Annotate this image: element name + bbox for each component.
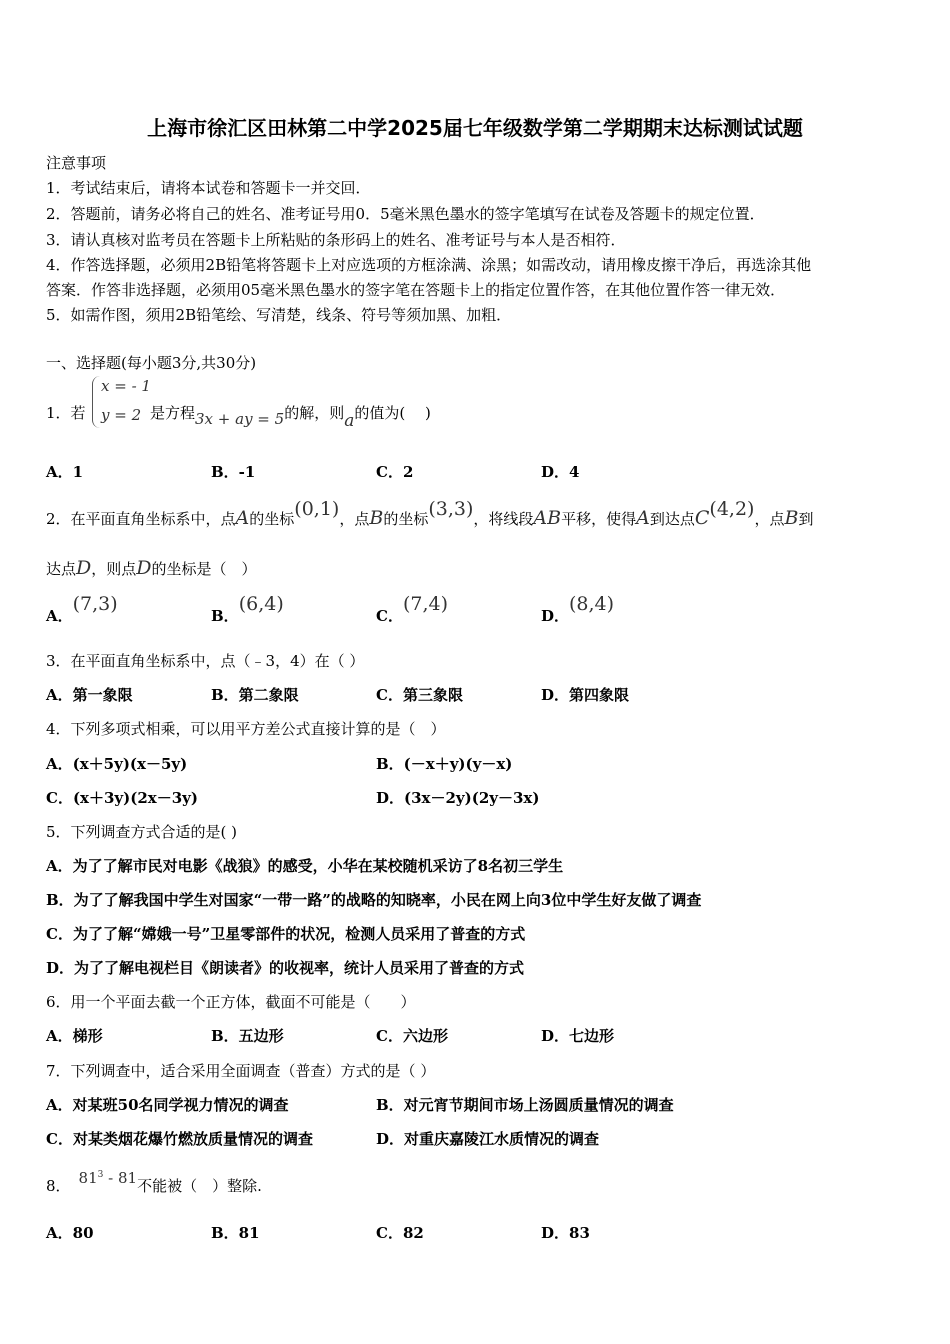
notice-item: 1．考试结束后，请将本试卷和答题卡一并交回． (46, 179, 371, 197)
option-b[interactable]: B．对元宵节期间市场上汤圆质量情况的调查 (376, 1096, 674, 1114)
q2-coord-c: (4,2) (709, 498, 755, 520)
question-7-text: 7．下列调查中，适合采用全面调查（普查）方式的是（ ） (46, 1062, 436, 1080)
option-label: B． (211, 607, 239, 625)
equation-system (92, 376, 149, 428)
q2-text: 到达点 (649, 510, 695, 528)
q2-text: ，点 (754, 510, 785, 528)
option-b[interactable]: B．第二象限 (211, 686, 299, 704)
notice-item: 3．请认真核对监考员在答题卡上所粘贴的条形码上的姓名、准考证号与本人是否相符． (46, 231, 626, 249)
q2-coord-a: (0,1) (294, 498, 340, 520)
notice-heading: 注意事项 (46, 154, 107, 172)
q2-text: ，将线段 (473, 510, 534, 528)
question-1-end: 的值为( ) (354, 404, 431, 422)
option-d[interactable] (541, 593, 615, 626)
section-heading: 一、选择题(每小题3分,共30分) (46, 354, 257, 372)
q2-point-b: B (369, 507, 384, 529)
equation-x: x = - 1 (101, 377, 151, 395)
option-a[interactable]: A．(x＋5y)(x－5y) (46, 755, 188, 773)
notice-item: 4．作答选择题，必须用2B铅笔将答题卡上对应选项的方框涂满、涂黑；如需改动，请用橡皮擦干净后，再选涂其他 (46, 256, 812, 274)
q2-text: 2．在平面直角坐标系中，点 (46, 510, 236, 528)
question-1-after: 的解，则 (284, 404, 345, 422)
question-1-equation: 3x + ay = 5 (195, 410, 285, 428)
option-value: (7,3) (72, 593, 118, 615)
option-a[interactable]: A．为了了解市民对电影《战狼》的感受，小华在某校随机采访了8名初三学生 (46, 857, 564, 875)
option-value: (6,4) (238, 593, 284, 615)
option-c[interactable]: C．82 (376, 1224, 424, 1242)
option-d[interactable]: D．83 (541, 1224, 590, 1242)
option-b[interactable]: B．(－x＋y)(y－x) (376, 755, 513, 773)
option-label: C． (376, 607, 403, 625)
option-b[interactable] (211, 593, 284, 626)
option-c[interactable] (376, 593, 448, 626)
option-d[interactable]: D．七边形 (541, 1027, 615, 1045)
question-8-expression (79, 1169, 138, 1187)
question-8-number: 8． (46, 1177, 71, 1195)
q2-text: 到 (798, 510, 814, 528)
expr-exponent: 3 (97, 1170, 104, 1180)
option-c[interactable]: C．对某类烟花爆竹燃放质量情况的调查 (46, 1130, 313, 1148)
option-c[interactable]: C．(x＋3y)(2x－3y) (46, 789, 198, 807)
option-a[interactable]: A．1 (46, 463, 84, 481)
option-b[interactable]: B．-1 (211, 463, 256, 481)
q2-segment-ab: AB (533, 507, 562, 529)
option-b[interactable]: B．81 (211, 1224, 260, 1242)
question-1-var: a (344, 411, 355, 431)
option-a[interactable]: A．对某班50名同学视力情况的调查 (46, 1096, 289, 1114)
option-value: (8,4) (569, 593, 615, 615)
q2-text: ，点 (339, 510, 370, 528)
expr-rest: - 81 (103, 1169, 138, 1187)
q2-text: ，则点 (91, 560, 137, 578)
q2-text: 的坐标 (249, 510, 295, 528)
option-value: (7,4) (402, 593, 448, 615)
q2-text: 的坐标 (383, 510, 429, 528)
page-title: 上海市徐汇区田林第二中学2025届七年级数学第二学期期末达标测试试题 (147, 116, 803, 140)
option-d[interactable]: D．4 (541, 463, 580, 481)
option-d[interactable]: D．第四象限 (541, 686, 630, 704)
option-d[interactable]: D．(3x－2y)(2y－3x) (376, 789, 540, 807)
q2-point-d: D (136, 557, 152, 579)
option-label: D． (541, 607, 570, 625)
notice-item: 2．答题前，请务必将自己的姓名、准考证号用0．5毫米黑色墨水的签字笔填写在试卷及答题卡的规定位置． (46, 205, 765, 223)
option-a[interactable]: A．第一象限 (46, 686, 133, 704)
option-b[interactable]: B．五边形 (211, 1027, 284, 1045)
question-5-text: 5．下列调查方式合适的是( ) (46, 823, 238, 841)
option-c[interactable]: C．为了了解“嫦娥一号”卫星零部件的状况，检测人员采用了普查的方式 (46, 925, 526, 943)
question-4-text: 4．下列多项式相乘，可以用平方差公式直接计算的是（ ） (46, 720, 446, 738)
option-label: A． (46, 607, 73, 625)
question-1-mid: 是方程 (150, 404, 196, 422)
q2-coord-b: (3,3) (428, 498, 474, 520)
q2-point-c: C (694, 507, 710, 529)
option-a[interactable]: A．80 (46, 1224, 94, 1242)
question-8-stem: 不能被（ ）整除. (137, 1177, 262, 1195)
option-a[interactable]: A．梯形 (46, 1027, 103, 1045)
option-b[interactable]: B．为了了解我国中学生对国家“一带一路”的战略的知晓率，小民在网上向3位中学生好友做了调查 (46, 891, 702, 909)
q2-point-a: A (235, 507, 250, 529)
equation-y: y = 2 (101, 406, 142, 424)
q2-point-d: D (76, 557, 92, 579)
question-1-number: 1．若 (46, 404, 86, 422)
question-2-line-1 (46, 498, 814, 529)
q2-point-a: A (636, 507, 650, 529)
option-c[interactable]: C．六边形 (376, 1027, 448, 1045)
q2-text: 的坐标是（ ） (151, 560, 257, 578)
q2-text: 达点 (46, 560, 77, 578)
option-d[interactable]: D．对重庆嘉陵江水质情况的调查 (376, 1130, 600, 1148)
q2-text: 平移，使得 (561, 510, 637, 528)
question-6-text: 6．用一个平面去截一个正方体，截面不可能是（ ） (46, 993, 416, 1011)
question-3-text: 3．在平面直角坐标系中，点（﹣3，4）在（ ） (46, 652, 365, 670)
option-c[interactable]: C．2 (376, 463, 414, 481)
notice-item: 5．如需作图，须用2B铅笔绘、写清楚，线条、符号等须加黑、加粗． (46, 306, 512, 324)
question-8-text (46, 1169, 262, 1196)
option-c[interactable]: C．第三象限 (376, 686, 463, 704)
question-1-text (150, 402, 431, 431)
notice-item: 答案．作答非选择题，必须用05毫米黑色墨水的签字笔在答题卡上的指定位置作答，在其他位置作答一律无效． (46, 281, 786, 299)
q2-point-b: B (784, 507, 799, 529)
option-a[interactable] (46, 593, 118, 626)
expr-base: 81 (78, 1169, 98, 1187)
option-d[interactable]: D．为了了解电视栏目《朗读者》的收视率，统计人员采用了普查的方式 (46, 959, 525, 977)
question-2-line-2 (46, 557, 257, 579)
